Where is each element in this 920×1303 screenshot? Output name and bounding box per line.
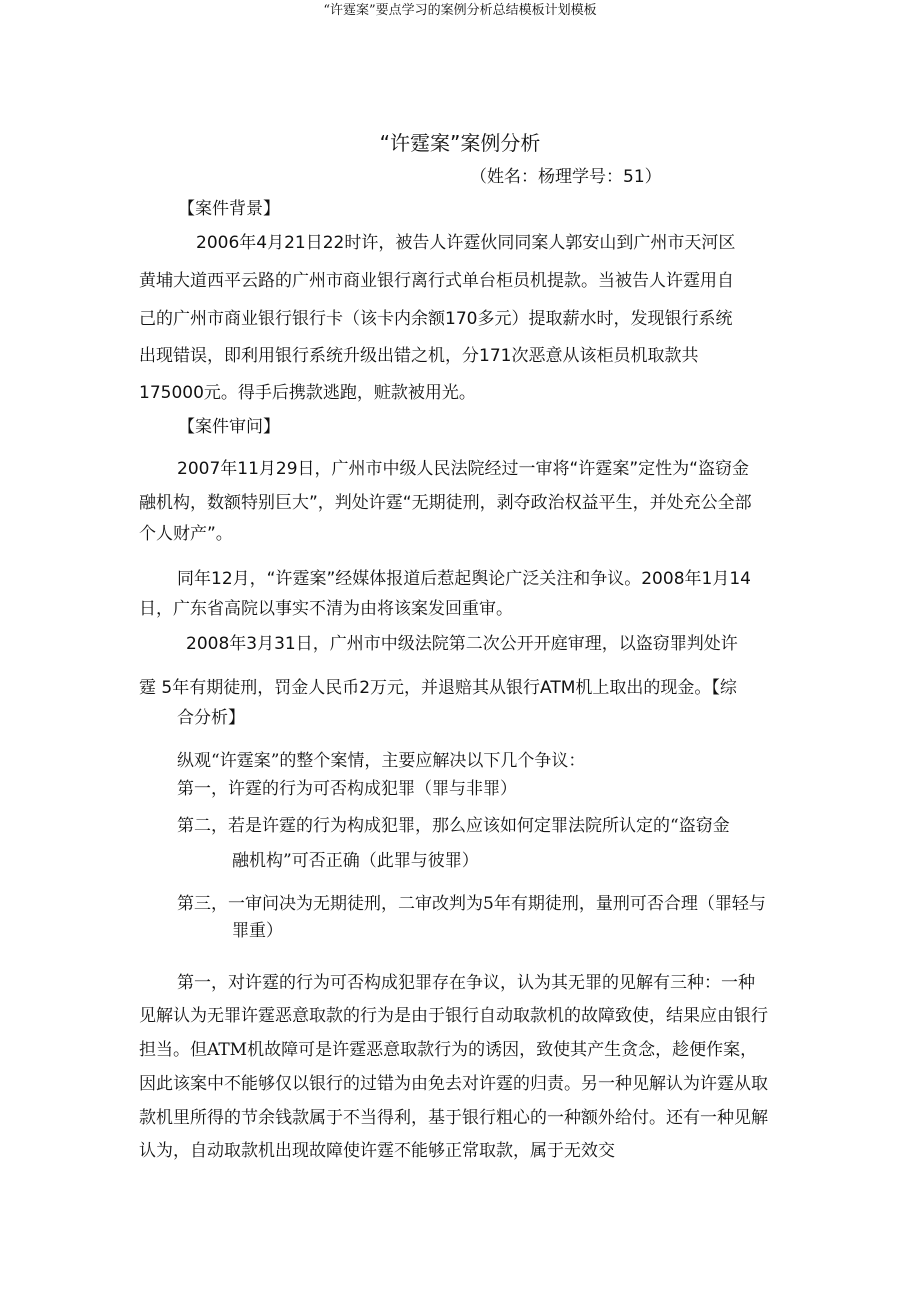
author-line: （姓名：杨理学号：51） (470, 167, 662, 187)
paragraph-line: 融机构，数额特别巨大”，判处许霆“无期徒刑，剥夺政治权益平生，并处充公全部 (139, 493, 752, 513)
paragraph-line: 己的广州市商业银行银行卡（该卡内余额170多元）提取薪水时，发现银行系统 (139, 309, 733, 329)
section-heading-background: 【案件背景】 (178, 199, 280, 219)
page-header: “许霆案”要点学习的案例分析总结模板计划模板 (323, 3, 597, 18)
paragraph-line: 款机里所得的节余钱款属于不当得利，基于银行粗心的一种额外给付。还有一种见解 (139, 1108, 768, 1128)
paragraph-line: 担当。但ATM机故障可是许霆恶意取款行为的诱因，致使其产生贪念，趁便作案， (139, 1040, 758, 1060)
paragraph-line: 见解认为无罪许霆恶意取款的行为是由于银行自动取款机的故障致使，结果应由银行 (139, 1006, 768, 1026)
paragraph-line: 霆 5年有期徒刑，罚金人民币2万元，并退赔其从银行ATM机上取出的现金。【综 (139, 678, 737, 698)
analysis-line: 纵观“许霆案”的整个案情，主要应解决以下几个争议： (177, 751, 586, 771)
paragraph-line: 个人财产”。 (139, 524, 233, 544)
analysis-line: 第二，若是许霆的行为构成犯罪，那么应该如何定罪法院所认定的“盗窃金 (177, 816, 730, 836)
paragraph-line: 出现错误，即利用银行系统升级出错之机，分171次恶意从该柜员机取款共 (139, 346, 699, 366)
paragraph-line: 合分析】 (177, 708, 245, 728)
analysis-line: 融机构”可否正确（此罪与彼罪） (232, 851, 479, 871)
paragraph-line: 认为，自动取款机出现故障使许霆不能够正常取款，属于无效交 (139, 1141, 615, 1161)
paragraph-line: 黄埔大道西平云路的广州市商业银行离行式单台柜员机提款。当被告人许霆用自 (139, 271, 734, 291)
paragraph-line: 第一，对许霆的行为可否构成犯罪存在争议，认为其无罪的见解有三种：一种 (177, 973, 755, 993)
analysis-line: 第三，一审问决为无期徒刑，二审改判为5年有期徒刑，量刑可否合理（罪轻与 (177, 894, 766, 914)
paragraph-line: 2006年4月21日22时许，被告人许霆伙同同案人郭安山到广州市天河区 (196, 233, 736, 253)
paragraph-line: 2007年11月29日，广州市中级人民法院经过一审将“许霆案”定性为“盗窃金 (177, 459, 749, 479)
paragraph-line: 因此该案中不能够仅以银行的过错为由免去对许霆的归责。另一种见解认为许霆从取 (139, 1074, 768, 1094)
paragraph-line: 同年12月，“许霆案”经媒体报道后惹起舆论广泛关注和争议。2008年1月14 (177, 569, 751, 589)
analysis-line: 罪重） (232, 921, 283, 941)
paragraph-line: 175000元。得手后携款逃跑，赃款被用光。 (139, 383, 476, 403)
analysis-line: 第一，许霆的行为可否构成犯罪（罪与非罪） (177, 779, 517, 799)
document-title: “许霆案”案例分析 (379, 131, 541, 155)
paragraph-line: 2008年3月31日，广州市中级法院第二次公开开庭审理，以盗窃罪判处许 (186, 634, 738, 654)
section-heading-trial: 【案件审问】 (178, 417, 280, 437)
paragraph-line: 日，广东省高院以事实不清为由将该案发回重审。 (139, 599, 513, 619)
